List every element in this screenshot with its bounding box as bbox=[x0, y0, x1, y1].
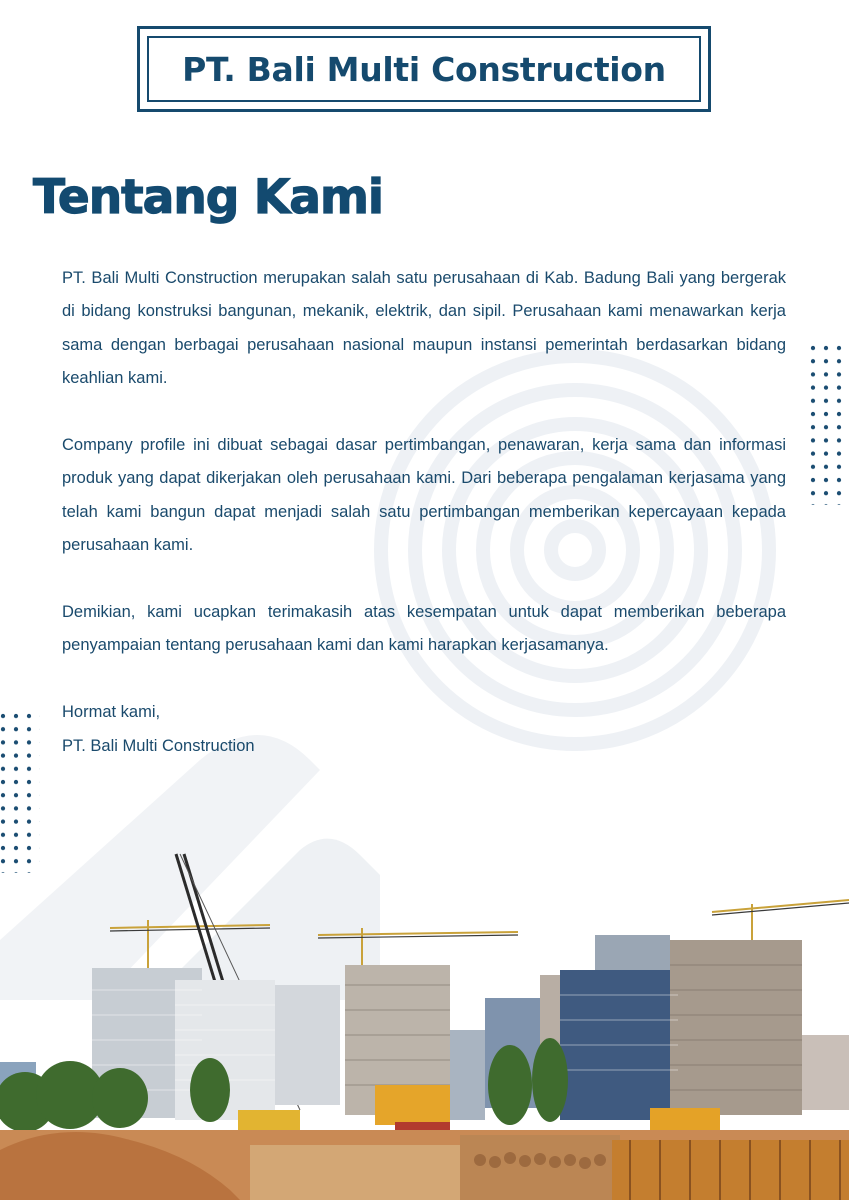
about-paragraph-1: PT. Bali Multi Construction merupakan salah satu perusahaan di Kab. Badung Bali yang bergerak di bidang konstruksi bangunan, mekanik, elektrik, dan sipil. Perusahaan kami menawarkan kerja sama dengan berbagai perusahaan nasional maupun instansi pemerintah berdasarkan bidang keahlian kami. bbox=[62, 269, 786, 388]
signature-text: PT. Bali Multi Construction bbox=[62, 736, 255, 755]
dot-pattern-right-icon bbox=[810, 345, 849, 505]
page-title: Tentang Kami bbox=[33, 170, 384, 225]
company-name: PT. Bali Multi Construction bbox=[182, 49, 666, 89]
construction-skyline-icon bbox=[0, 840, 849, 1200]
about-paragraph-3: Demikian, kami ucapkan terimakasih atas kesempatan untuk dapat memberikan beberapa penyampaian tentang perusahaan kami dan kami harapkan kerjasamanya. bbox=[62, 603, 786, 655]
closing-text: Hormat kami, bbox=[62, 703, 161, 722]
company-header bbox=[137, 26, 711, 112]
company-header-inner-frame bbox=[147, 36, 701, 102]
about-paragraph-2: Company profile ini dibuat sebagai dasar pertimbangan, penawaran, kerja sama dan informasi produk yang dapat dikerjakan oleh perusahaan kami. Dari beberapa pengalaman kerjasama yang telah kami bangun dapat menjadi salah satu pertimbangan memberikan kepercayaan kepada perusahaan kami. bbox=[62, 436, 786, 555]
about-content bbox=[62, 262, 786, 763]
